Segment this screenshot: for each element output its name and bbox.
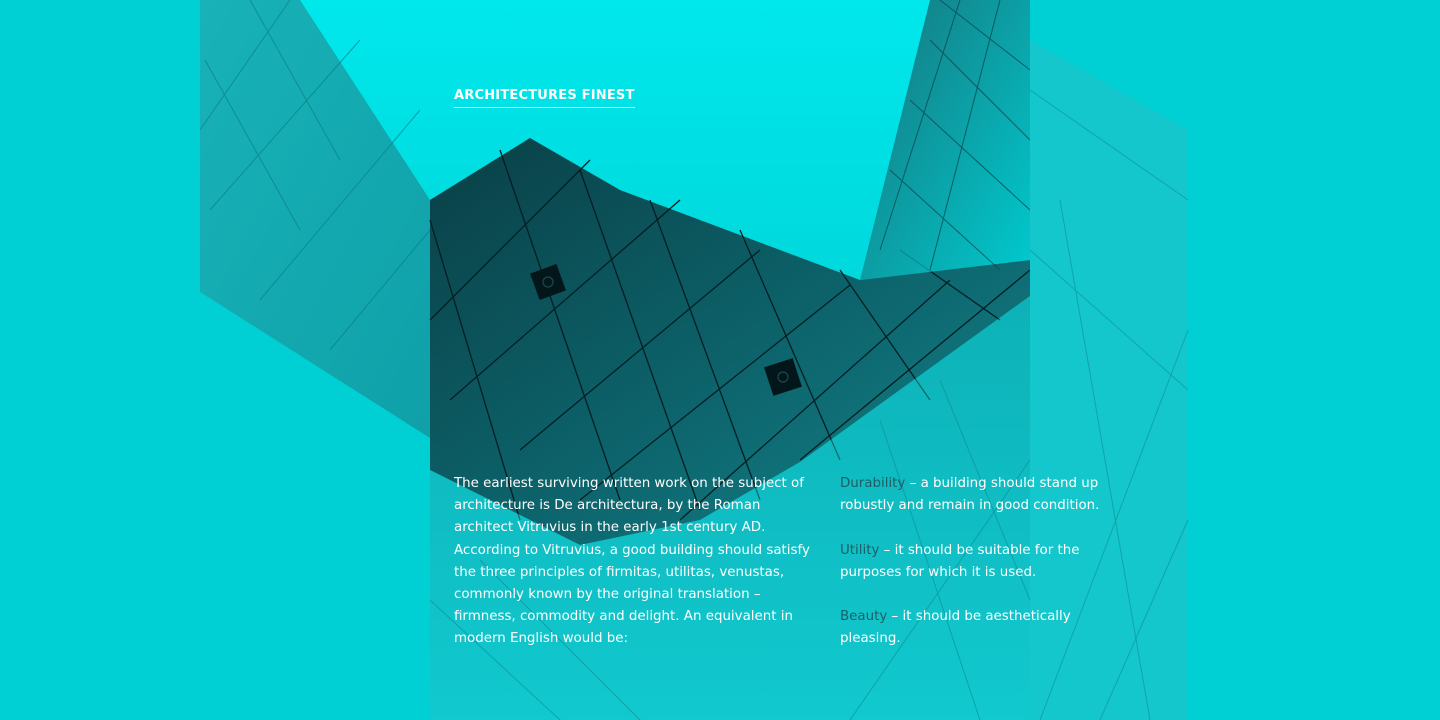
intro-paragraph: The earliest surviving written work on the subject of architecture is De architectura, by the Roman architect Vitruvius in the early 1st century AD. According to Vitruvius, a good building should satisfy the three principles of firmitas, utilitas, venustas, commonly known by the original translation – firmness, commodity and delight. An equivalent in modern English would be: bbox=[454, 476, 810, 647]
principle-term: Utility bbox=[840, 542, 880, 558]
principle-term: Beauty bbox=[840, 609, 888, 625]
principle-durability bbox=[840, 473, 1130, 517]
page-title: ARCHITECTURES FINEST bbox=[454, 88, 635, 108]
principle-utility bbox=[840, 540, 1130, 584]
principle-description: – it should be suitable for the purposes for which it is used. bbox=[840, 542, 1080, 580]
principle-term: Durability bbox=[840, 476, 906, 491]
principle-description: – a building should stand up robustly and remain in good condition. bbox=[840, 476, 1100, 514]
principle-description: – it should be aesthetically pleasing. bbox=[840, 609, 1071, 647]
principle-beauty bbox=[840, 606, 1130, 650]
principles-list bbox=[840, 473, 1130, 673]
